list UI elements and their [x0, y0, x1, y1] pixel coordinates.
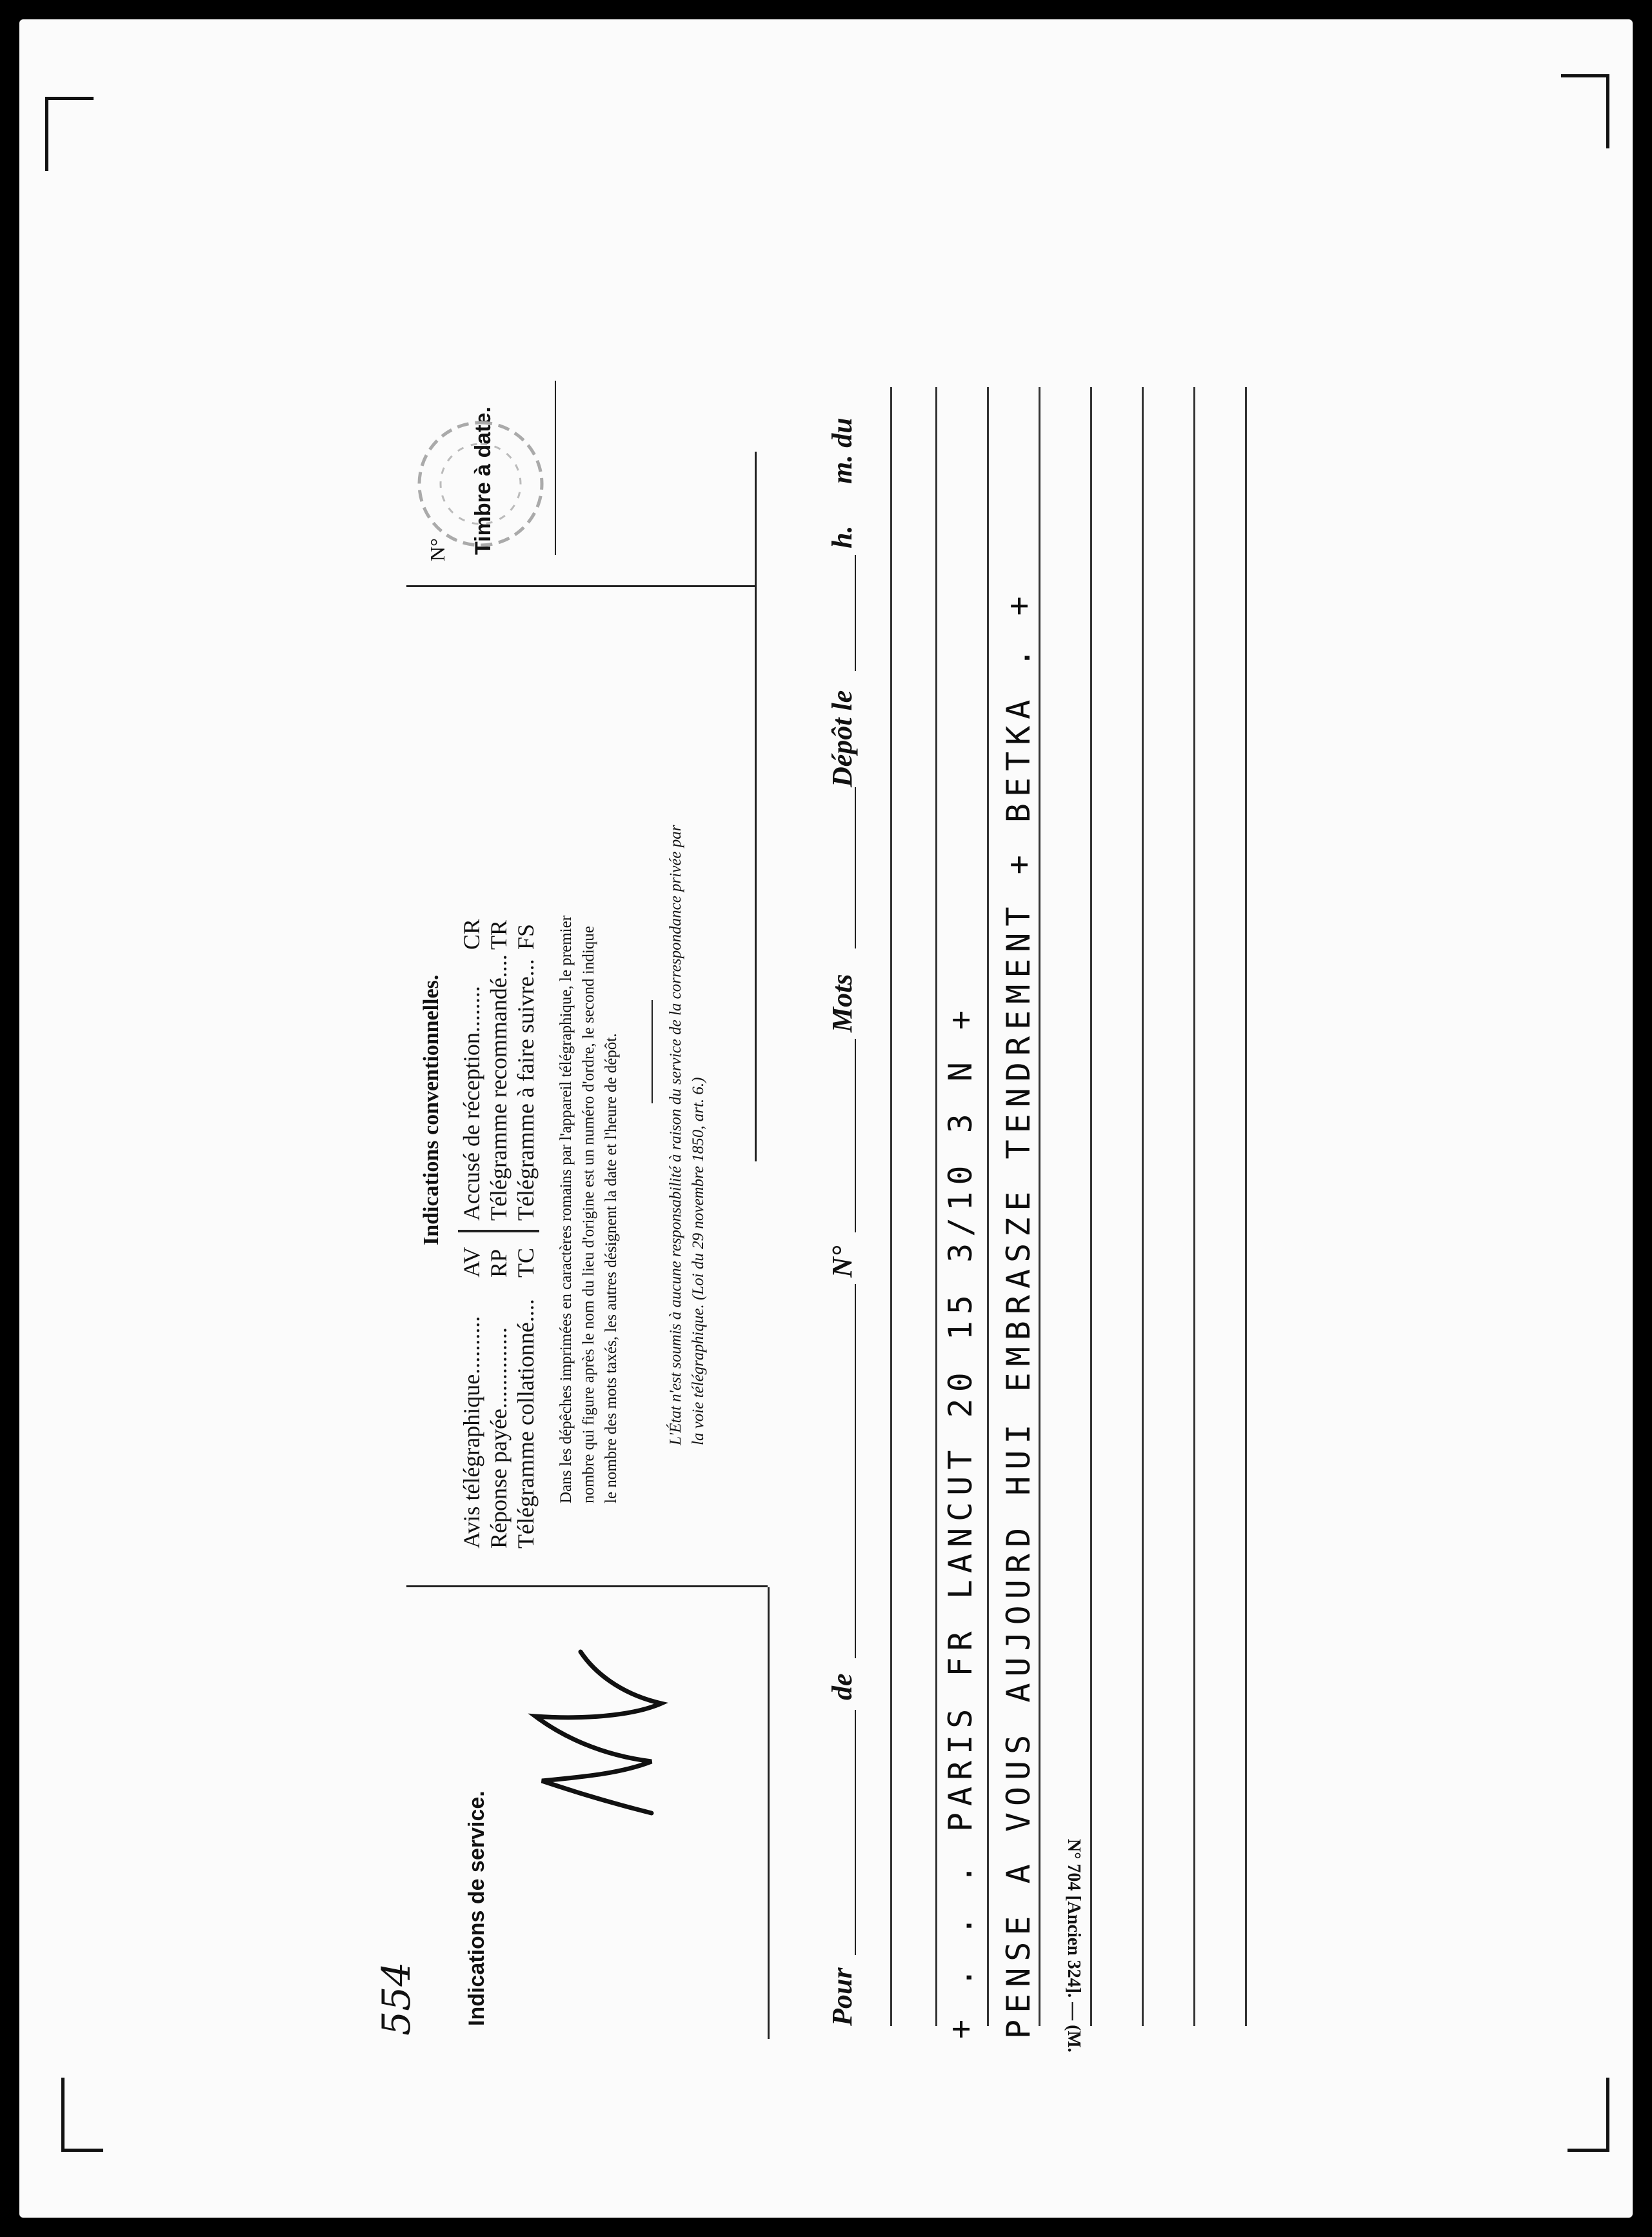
ruled-line	[890, 387, 892, 2026]
form-number: N° 704 [Ancien 324]. — (M.	[1064, 1839, 1084, 2052]
service-box-bottom	[768, 1587, 770, 2039]
crop-mark-top-right	[1561, 74, 1609, 148]
conventions-box-bottom	[755, 452, 757, 1161]
ruled-line	[1142, 387, 1144, 2026]
stamp-box-top	[555, 381, 556, 555]
field-depot-line	[855, 555, 856, 671]
field-mots-line	[855, 787, 856, 948]
field-de: de	[826, 1673, 858, 1700]
handwritten-number: 554	[374, 1961, 419, 2036]
conventions-separator	[652, 1000, 653, 1103]
ruled-line	[1039, 387, 1040, 2026]
field-de-line	[855, 1284, 856, 1658]
ruled-line	[1193, 387, 1195, 2026]
crop-mark-bottom-left	[61, 2078, 103, 2152]
ruled-line	[1245, 387, 1247, 2026]
field-no: N°	[826, 1245, 858, 1278]
service-heading: Indications de service.	[464, 1791, 489, 2026]
convention-row: Télégramme collationné.... TC Télégramme à faire suivre... FS	[513, 923, 539, 1549]
handwritten-initials	[522, 1645, 677, 1826]
crop-mark-top-left	[45, 97, 94, 171]
message-strip-header: + . . . PARIS FR LANCUT 20 15 3/10 3 N +	[942, 1003, 979, 2039]
stamp-label: Timbre à date.	[471, 406, 495, 555]
convention-row: Avis télégraphique.......... AV Accusé de réception........ CR	[459, 918, 484, 1549]
stamp-number-label: N°	[426, 538, 449, 561]
field-pour: Pour	[826, 1967, 858, 2026]
message-strip-text: PENSE A VOUS AUJOURD HUI EMBRASZE TENDREMENT + BETKA . +	[1000, 590, 1037, 2039]
field-m-du: m. du	[826, 417, 858, 484]
crop-mark-bottom-right	[1567, 2078, 1609, 2152]
telegram-form	[374, 361, 1284, 2052]
field-no-line	[855, 1039, 856, 1232]
ruled-line	[987, 387, 989, 2026]
conventions-legal: L'État n'est soumis à aucune responsabilité à raison du service de la correspondance privée par la voie télégraphique. (Loi du 29 novembre 1850, art. 6.)	[667, 825, 707, 1445]
ruled-line	[1090, 387, 1092, 2026]
ruled-line	[935, 387, 937, 2026]
field-depot: Dépôt le	[826, 690, 858, 787]
service-box-divider	[406, 1585, 768, 1587]
date-stamp-mark	[406, 413, 555, 555]
convention-row: Réponse payée.............. RP Télégramme recommandé.... TR	[486, 919, 512, 1549]
field-pour-line	[855, 1710, 856, 1955]
field-mots: Mots	[826, 974, 858, 1032]
field-h: h.	[826, 525, 858, 548]
conventions-note: Dans les dépêches imprimées en caractères romains par l'appareil télégraphique, le premier nombre qui figure après le nom du lieu d'origine est un numéro d'ordre, le second indique le nombre des mots taxés, les autres désignent la date et l'heure de dépôt.	[557, 915, 620, 1503]
stamp-box-divider	[406, 585, 755, 587]
conventions-heading: Indications conventionnelles.	[419, 974, 443, 1245]
scanned-page	[19, 19, 1633, 2218]
conventions-table	[458, 919, 539, 1549]
